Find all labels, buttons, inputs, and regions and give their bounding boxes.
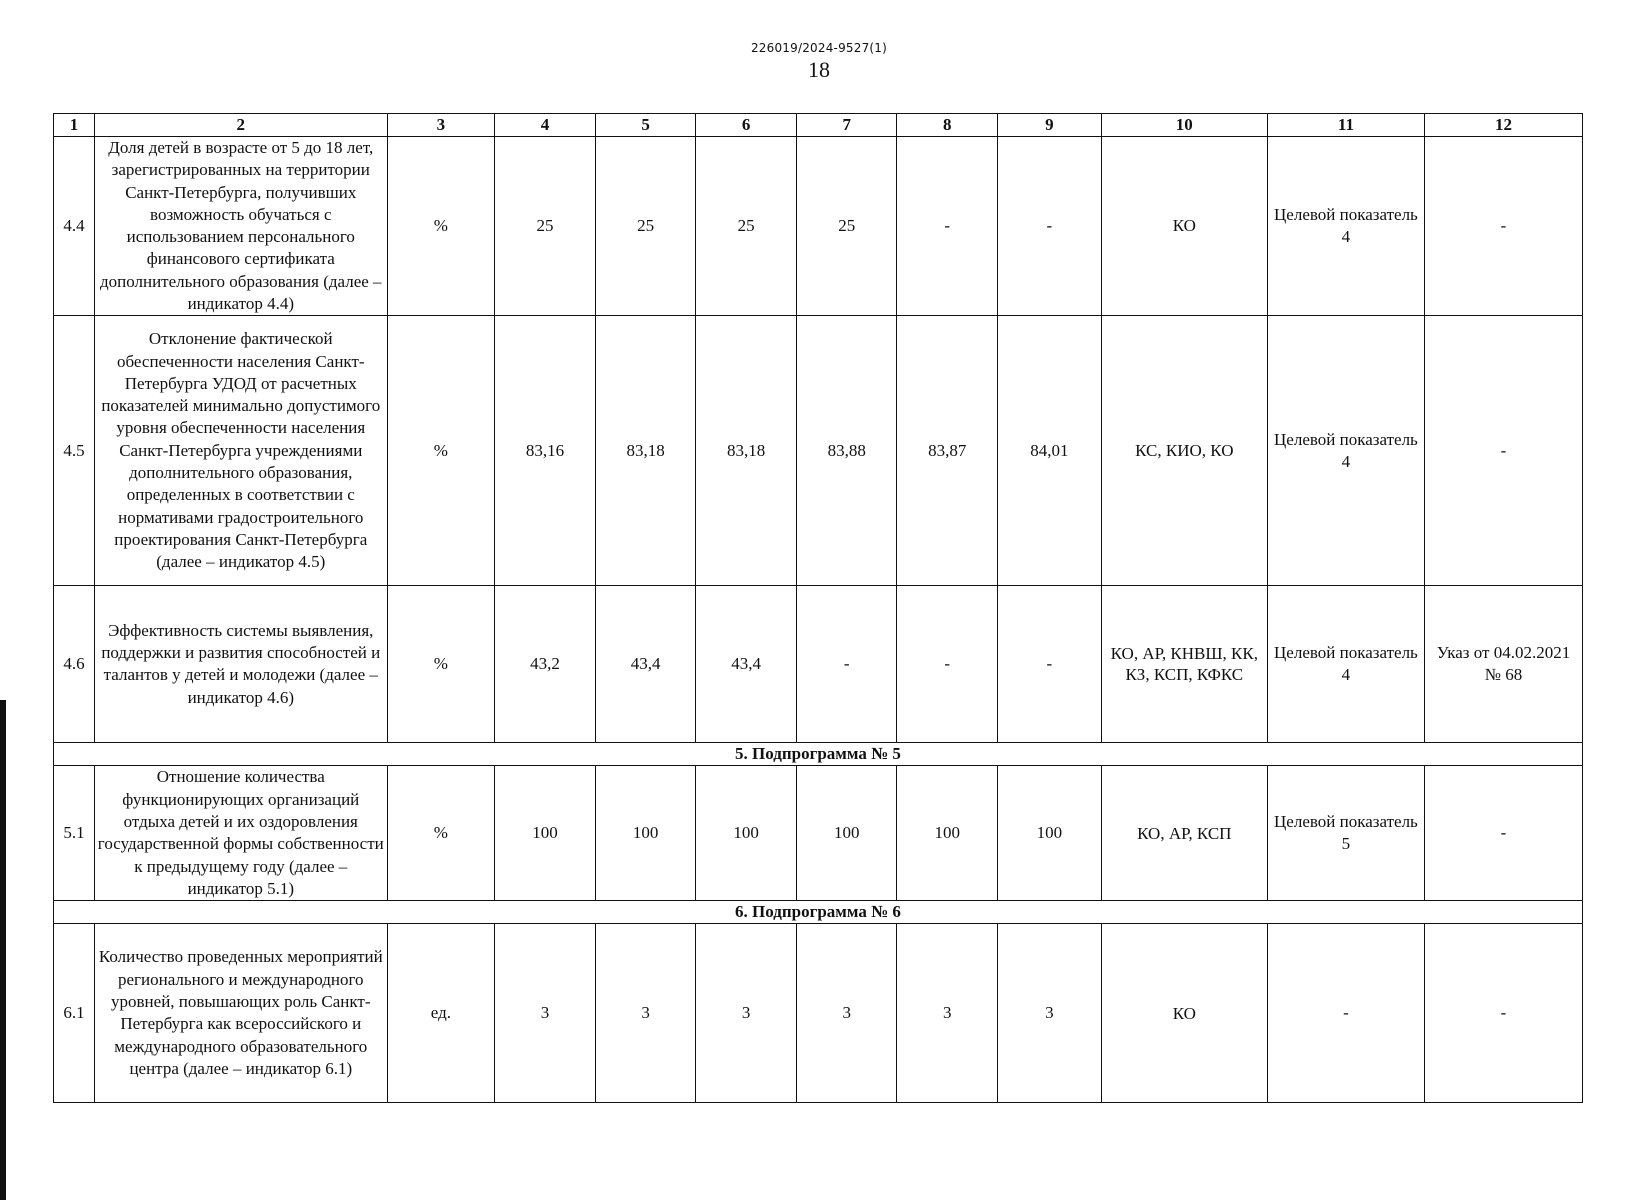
value: 43,4 (696, 586, 797, 743)
value: - (998, 137, 1102, 316)
value: - (897, 586, 998, 743)
col-header: 2 (95, 114, 387, 137)
value: 100 (897, 766, 998, 901)
unit: ед. (387, 924, 495, 1103)
value: 3 (998, 924, 1102, 1103)
value: 43,4 (595, 586, 696, 743)
value: - (796, 586, 897, 743)
unit: % (387, 586, 495, 743)
row-number: 4.6 (54, 586, 95, 743)
indicator-name: Отклонение фактической обеспеченности населения Санкт-Петербурга УДОД от расчетных показателей минимально допустимого уровня обеспеченности населения Санкт-Петербурга учреждениями дополнительного образования, определенных в соответствии с нормативами градостроительного проектирования Санкт-Петербурга (далее – индикатор 4.5) (95, 316, 387, 586)
col-header: 11 (1267, 114, 1424, 137)
col-header: 1 (54, 114, 95, 137)
col-header: 3 (387, 114, 495, 137)
value: 25 (696, 137, 797, 316)
basis: - (1424, 316, 1582, 586)
indicators-table (53, 113, 1583, 1103)
value: 83,18 (595, 316, 696, 586)
column-header-row (54, 114, 1583, 137)
col-header: 9 (998, 114, 1102, 137)
row-number: 6.1 (54, 924, 95, 1103)
table-row (54, 766, 1583, 901)
indicator-name: Эффективность системы выявления, поддержки и развития способностей и талантов у детей и молодежи (далее – индикатор 4.6) (95, 586, 387, 743)
table-row (54, 924, 1583, 1103)
target-indicator: Целевой показатель 4 (1267, 137, 1424, 316)
value: 3 (897, 924, 998, 1103)
value: 100 (796, 766, 897, 901)
table-row (54, 316, 1583, 586)
value: - (998, 586, 1102, 743)
value: 25 (595, 137, 696, 316)
section-title: 6. Подпрограмма № 6 (54, 901, 1583, 924)
value: 100 (696, 766, 797, 901)
target-indicator: - (1267, 924, 1424, 1103)
target-indicator: Целевой показатель 4 (1267, 316, 1424, 586)
value: 3 (796, 924, 897, 1103)
executor: КО, АР, КСП (1101, 766, 1267, 901)
value: - (897, 137, 998, 316)
executor: КО (1101, 924, 1267, 1103)
value: 100 (998, 766, 1102, 901)
unit: % (387, 766, 495, 901)
executor: КО, АР, КНВШ, КК, КЗ, КСП, КФКС (1101, 586, 1267, 743)
unit: % (387, 316, 495, 586)
table-row (54, 586, 1583, 743)
section-row (54, 743, 1583, 766)
section-title: 5. Подпрограмма № 5 (54, 743, 1583, 766)
col-header: 4 (495, 114, 596, 137)
value: 83,87 (897, 316, 998, 586)
page-number: 18 (808, 57, 830, 82)
basis: - (1424, 766, 1582, 901)
value: 100 (495, 766, 596, 901)
unit: % (387, 137, 495, 316)
col-header: 7 (796, 114, 897, 137)
col-header: 5 (595, 114, 696, 137)
value: 25 (796, 137, 897, 316)
target-indicator: Целевой показатель 5 (1267, 766, 1424, 901)
basis: - (1424, 924, 1582, 1103)
row-number: 4.4 (54, 137, 95, 316)
value: 3 (495, 924, 596, 1103)
section-row (54, 901, 1583, 924)
target-indicator: Целевой показатель 4 (1267, 586, 1424, 743)
col-header: 12 (1424, 114, 1582, 137)
basis: - (1424, 137, 1582, 316)
col-header: 8 (897, 114, 998, 137)
value: 84,01 (998, 316, 1102, 586)
value: 100 (595, 766, 696, 901)
executor: КО (1101, 137, 1267, 316)
value: 3 (696, 924, 797, 1103)
value: 83,18 (696, 316, 797, 586)
indicator-name: Доля детей в возрасте от 5 до 18 лет, зарегистрированных на территории Санкт-Петербурга, получивших возможность обучаться с использованием персонального финансового сертификата дополнительного образования (далее – индикатор 4.4) (95, 137, 387, 316)
table-row (54, 137, 1583, 316)
scan-edge (0, 700, 6, 1200)
indicator-name: Отношение количества функционирующих организаций отдыха детей и их оздоровления государственной формы собственности к предыдущему году (далее – индикатор 5.1) (95, 766, 387, 901)
indicator-name: Количество проведенных мероприятий регионального и международного уровней, повышающих роль Санкт-Петербурга как всероссийского и международного образовательного центра (далее – индикатор 6.1) (95, 924, 387, 1103)
value: 3 (595, 924, 696, 1103)
row-number: 4.5 (54, 316, 95, 586)
basis: Указ от 04.02.2021 № 68 (1424, 586, 1582, 743)
value: 83,16 (495, 316, 596, 586)
document-number: 226019/2024-9527(1) (750, 41, 888, 55)
value: 25 (495, 137, 596, 316)
col-header: 6 (696, 114, 797, 137)
row-number: 5.1 (54, 766, 95, 901)
value: 43,2 (495, 586, 596, 743)
value: 83,88 (796, 316, 897, 586)
col-header: 10 (1101, 114, 1267, 137)
executor: КС, КИО, КО (1101, 316, 1267, 586)
